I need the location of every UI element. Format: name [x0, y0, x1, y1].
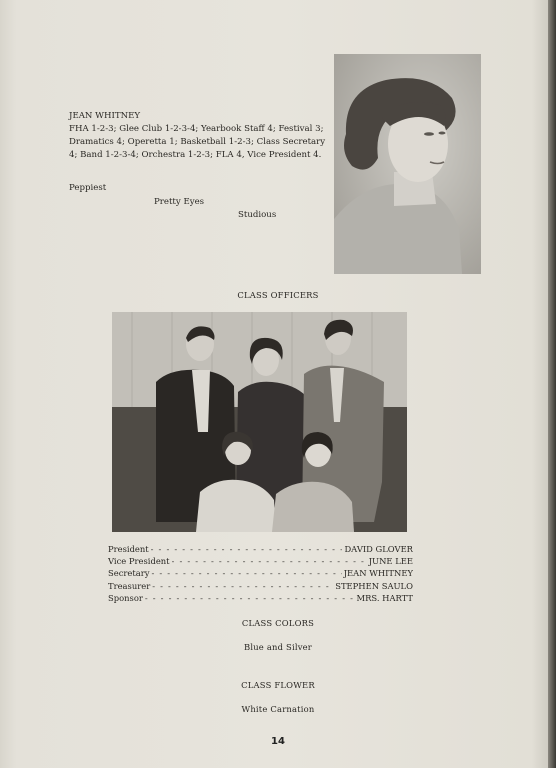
student-activities: FHA 1-2-3; Glee Club 1-2-3-4; Yearbook Staff 4; Festival 3; Dramatics 4; Operetta 1; Basketball 1-2-3; Class Secretary 4; Band 1-2-3-4; Orchestra 1-2-3; FLA 4, Vice President 4.	[69, 124, 326, 160]
officer-name: JUNE LEE	[368, 556, 413, 567]
officer-row-vice-president	[108, 556, 413, 568]
class-officers-list	[108, 544, 413, 605]
officer-row-president	[108, 544, 413, 556]
officer-row-sponsor	[108, 593, 413, 605]
officer-role: Treasurer	[108, 580, 151, 591]
leader-dots	[152, 581, 333, 591]
leader-dots	[151, 544, 343, 554]
student-portrait-photo	[334, 54, 481, 274]
officer-role: President	[108, 544, 149, 554]
book-spine-edge	[548, 0, 556, 768]
trait-peppiest: Peppiest	[69, 183, 107, 193]
student-name: JEAN WHITNEY	[69, 111, 141, 121]
student-bio	[69, 110, 329, 162]
leader-dots	[172, 556, 367, 566]
officer-name: STEPHEN SAULO	[335, 580, 413, 591]
page-number: 14	[271, 736, 285, 747]
class-colors-value: Blue and Silver	[243, 642, 313, 652]
officer-row-treasurer	[108, 581, 413, 593]
class-officers-heading: CLASS OFFICERS	[237, 290, 319, 300]
trait-pretty-eyes: Pretty Eyes	[154, 197, 205, 207]
class-colors-heading: CLASS COLORS	[241, 618, 315, 628]
class-flower-value: White Carnation	[241, 704, 315, 714]
officer-name: DAVID GLOVER	[344, 544, 413, 554]
officer-name: JEAN WHITNEY	[343, 568, 413, 579]
leader-dots	[145, 593, 355, 603]
officer-name: MRS. HARTT	[356, 592, 413, 603]
officer-row-secretary	[108, 568, 413, 580]
leader-dots	[151, 568, 341, 578]
class-flower-heading: CLASS FLOWER	[241, 680, 315, 690]
officer-role: Secretary	[108, 568, 150, 579]
officer-role: Vice President	[108, 556, 170, 567]
class-officers-photo	[112, 312, 407, 532]
trait-studious: Studious	[238, 210, 277, 220]
officer-role: Sponsor	[108, 592, 143, 603]
